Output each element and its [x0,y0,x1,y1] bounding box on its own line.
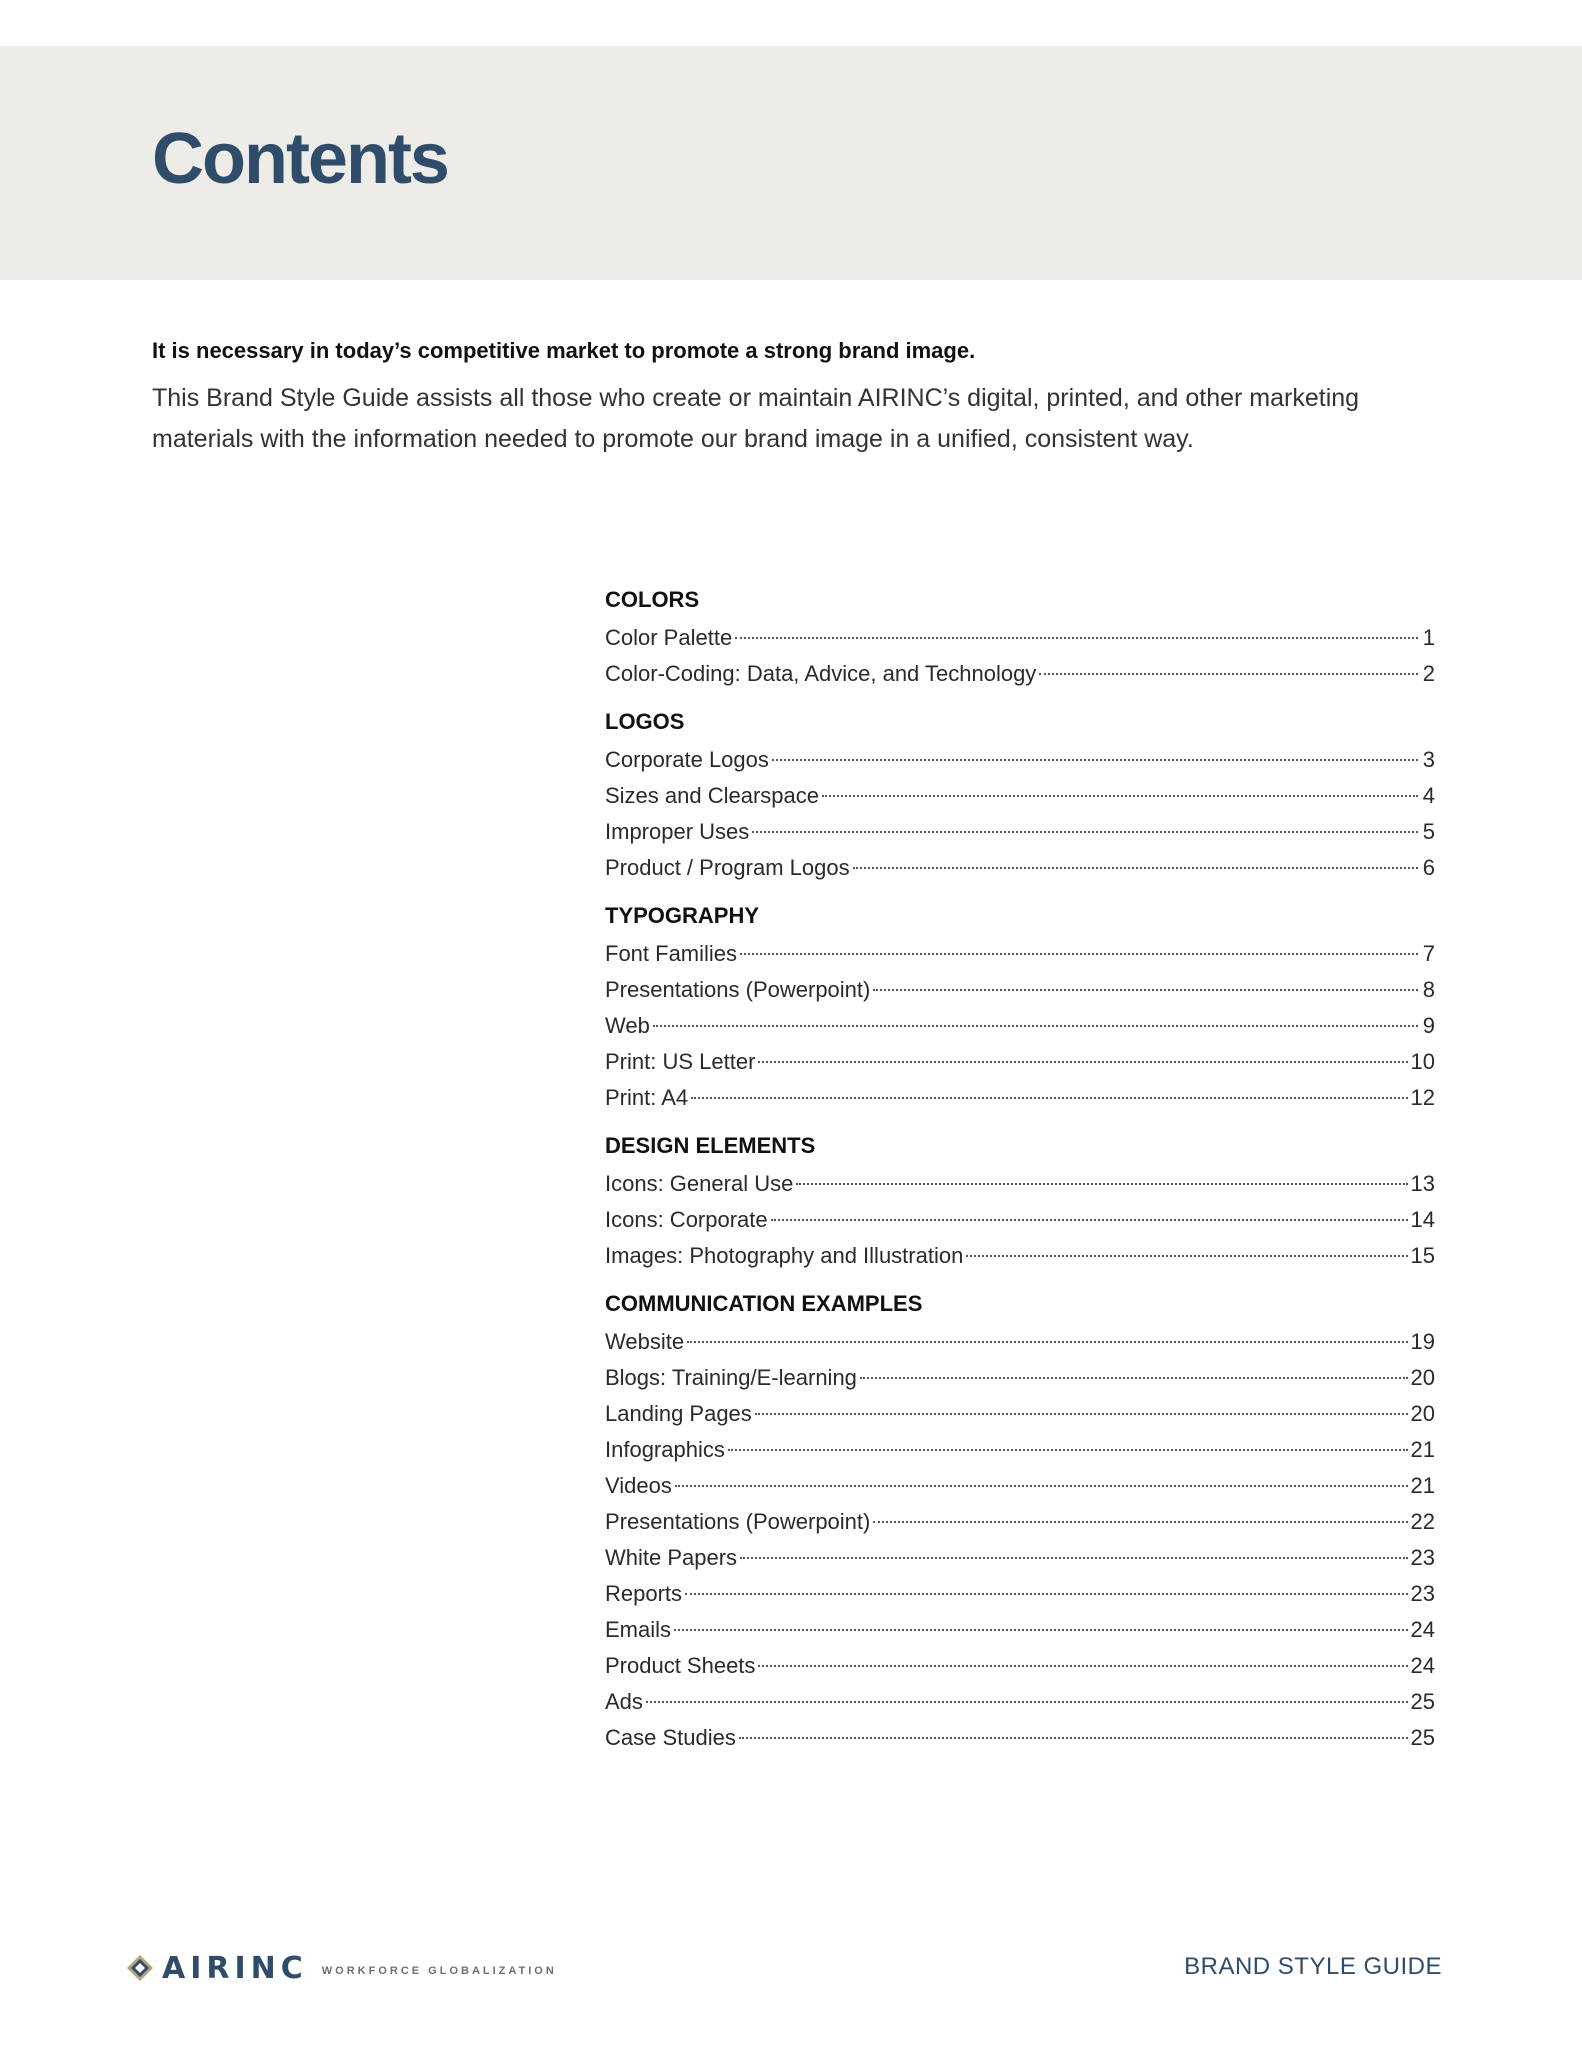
dot-leader [735,637,1418,639]
logo-wordmark: AIRINC [162,1950,308,1986]
toc-entry-page-number: 25 [1410,1689,1435,1714]
toc-entry-page-number: 20 [1410,1401,1435,1426]
dot-leader [873,989,1418,991]
toc-entry[interactable] [605,656,1435,692]
toc-entry[interactable] [605,1612,1435,1648]
toc-entry-label: Color Palette [605,625,733,650]
toc-entry[interactable] [605,778,1435,814]
toc-entry[interactable] [605,1468,1435,1504]
toc-entry-page-number: 23 [1410,1581,1435,1606]
toc-entry-page-number: 4 [1422,783,1435,808]
dot-leader [1039,673,1418,675]
dot-leader [739,1737,1408,1739]
dot-leader [740,1557,1407,1559]
dot-leader [728,1449,1408,1451]
toc-entry[interactable] [605,850,1435,886]
toc-entry[interactable] [605,1648,1435,1684]
toc-entry[interactable] [605,1540,1435,1576]
toc-entry-label: Case Studies [605,1725,736,1750]
dot-leader [860,1377,1408,1379]
toc-entry-label: Corporate Logos [605,747,769,772]
toc-entry[interactable] [605,972,1435,1008]
dot-leader [772,759,1418,761]
toc-entry-page-number: 7 [1422,941,1435,966]
toc-entry-label: Images: Photography and Illustration [605,1243,964,1268]
toc-entry-page-number: 12 [1410,1085,1435,1110]
toc-entry-label: White Papers [605,1545,738,1570]
toc-entry[interactable] [605,814,1435,850]
toc-entry[interactable] [605,1008,1435,1044]
toc-entry-page-number: 24 [1410,1653,1435,1678]
dot-leader [685,1593,1407,1595]
dot-leader [771,1219,1408,1221]
toc-entry-page-number: 24 [1410,1617,1435,1642]
toc-entry-label: Icons: Corporate [605,1207,768,1232]
table-of-contents [605,580,1435,1766]
dot-leader [646,1701,1408,1703]
intro-body: This Brand Style Guide assists all those who create or maintain AIRINC’s digital, printed, and other marketing materials with the information needed to promote our brand image in a unified, consistent way. [152,384,1360,453]
toc-entry-page-number: 21 [1410,1473,1435,1498]
toc-section-heading: COLORS [605,587,700,612]
toc-entry[interactable] [605,1504,1435,1540]
page-title: Contents [152,119,448,199]
toc-entry-label: Sizes and Clearspace [605,783,820,808]
dot-leader [740,953,1418,955]
toc-entry-label: Infographics [605,1437,725,1462]
toc-entry-label: Product / Program Logos [605,855,850,880]
toc-section [605,702,1435,886]
toc-entry[interactable] [605,1202,1435,1238]
dot-leader [796,1183,1407,1185]
toc-entry-label: Videos [605,1473,672,1498]
toc-entry-label: Improper Uses [605,819,750,844]
toc-entry-label: Presentations (Powerpoint) [605,1509,871,1534]
dot-leader [674,1629,1408,1631]
toc-section [605,1284,1435,1756]
intro-section [152,338,1452,460]
toc-entry[interactable] [605,1238,1435,1274]
toc-entry-page-number: 1 [1422,625,1435,650]
toc-entry-label: Web [605,1013,650,1038]
toc-entry-label: Font Families [605,941,738,966]
intro-lead: It is necessary in today’s competitive market to promote a strong brand image. [152,338,976,363]
toc-section [605,896,1435,1116]
toc-entry-page-number: 20 [1410,1365,1435,1390]
toc-section-heading: TYPOGRAPHY [605,903,760,928]
logo-tagline: WORKFORCE GLOBALIZATION [321,1965,557,1977]
toc-entry[interactable] [605,1576,1435,1612]
toc-entry-label: Icons: General Use [605,1171,794,1196]
dot-leader [755,1413,1408,1415]
toc-entry-label: Color-Coding: Data, Advice, and Technology [605,661,1037,686]
toc-entry-label: Print: A4 [605,1085,689,1110]
toc-entry-label: Landing Pages [605,1401,752,1426]
toc-entry-page-number: 8 [1422,977,1435,1002]
dot-leader [687,1341,1407,1343]
toc-entry[interactable] [605,1432,1435,1468]
toc-entry-page-number: 5 [1422,819,1435,844]
toc-entry-label: Product Sheets [605,1653,756,1678]
toc-entry[interactable] [605,1324,1435,1360]
toc-entry[interactable] [605,1080,1435,1116]
dot-leader [966,1255,1407,1257]
toc-section [605,580,1435,692]
toc-entry[interactable] [605,1396,1435,1432]
toc-entry[interactable] [605,1684,1435,1720]
toc-section-heading: DESIGN ELEMENTS [605,1133,816,1158]
toc-entry[interactable] [605,1720,1435,1756]
dot-leader [873,1521,1407,1523]
toc-entry-page-number: 10 [1410,1049,1435,1074]
toc-entry-label: Print: US Letter [605,1049,756,1074]
toc-entry-page-number: 15 [1410,1243,1435,1268]
toc-entry-page-number: 3 [1422,747,1435,772]
dot-leader [653,1025,1418,1027]
footer-logo [126,1951,557,1985]
document-label: BRAND STYLE GUIDE [1184,1953,1442,1980]
toc-entry-label: Blogs: Training/E-learning [605,1365,857,1390]
toc-entry[interactable] [605,1360,1435,1396]
toc-entry-page-number: 21 [1410,1437,1435,1462]
toc-section-heading: COMMUNICATION EXAMPLES [605,1291,923,1316]
toc-entry-page-number: 22 [1410,1509,1435,1534]
toc-entry[interactable] [605,742,1435,778]
toc-entry-label: Presentations (Powerpoint) [605,977,871,1002]
dot-leader [758,1061,1407,1063]
toc-entry-label: Reports [605,1581,683,1606]
dot-leader [752,831,1418,833]
toc-entry-label: Emails [605,1617,672,1642]
toc-entry-page-number: 23 [1410,1545,1435,1570]
toc-entry[interactable] [605,1166,1435,1202]
toc-entry-label: Ads [605,1689,643,1714]
dot-leader [691,1097,1407,1099]
toc-entry-page-number: 9 [1422,1013,1435,1038]
toc-entry-page-number: 13 [1410,1171,1435,1196]
toc-entry[interactable] [605,936,1435,972]
airinc-logo-icon [126,1954,154,1982]
toc-entry-page-number: 2 [1422,661,1435,686]
toc-section-heading: LOGOS [605,709,685,734]
toc-section [605,1126,1435,1274]
dot-leader [675,1485,1408,1487]
dot-leader [853,867,1418,869]
toc-entry-page-number: 25 [1410,1725,1435,1750]
toc-entry-page-number: 14 [1410,1207,1435,1232]
dot-leader [822,795,1418,797]
toc-entry[interactable] [605,1044,1435,1080]
toc-entry-page-number: 6 [1422,855,1435,880]
toc-entry-page-number: 19 [1410,1329,1435,1354]
toc-entry[interactable] [605,620,1435,656]
toc-entry-label: Website [605,1329,685,1354]
dot-leader [758,1665,1407,1667]
